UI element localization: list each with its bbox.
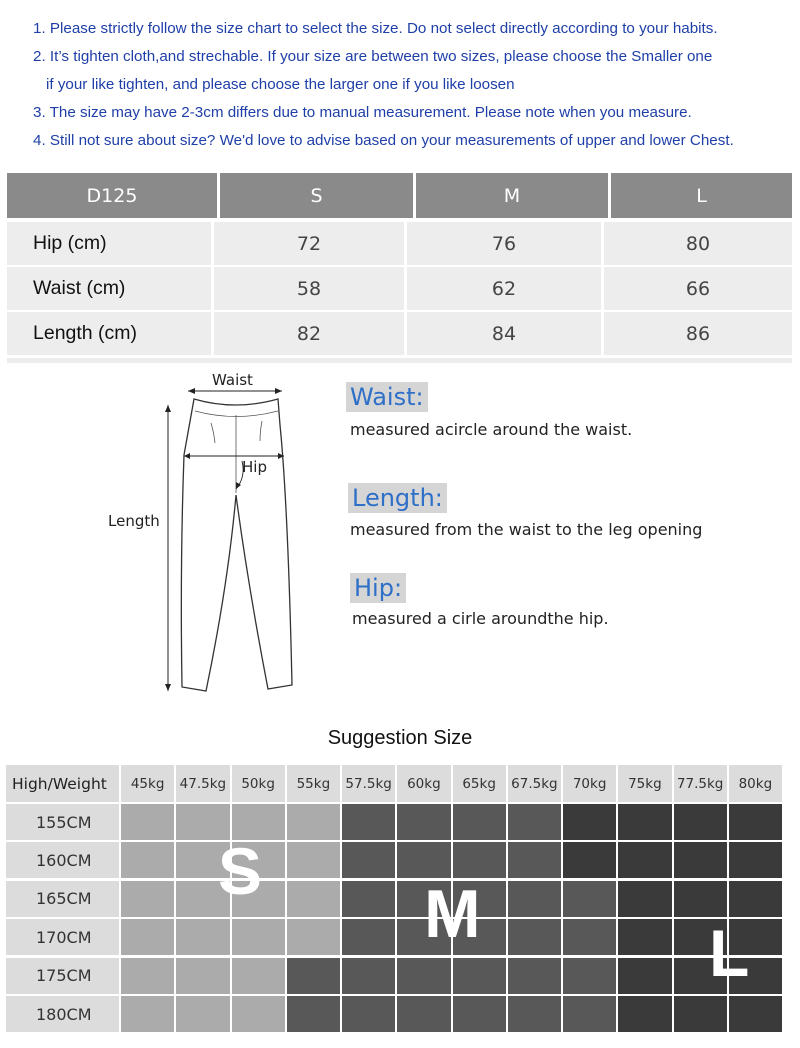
note-4: 4. Still not sure about size? We'd love to advise based on your measurements of upper and lower Chest. (33, 132, 734, 149)
height-row-label: 160CM (6, 842, 119, 878)
size-letter-m: M (424, 876, 481, 952)
size-cell-l (674, 804, 727, 840)
size-cell-m (287, 958, 340, 994)
table-cell: 82 (214, 312, 404, 355)
size-cell-s (121, 804, 174, 840)
size-cell-m (342, 958, 395, 994)
weight-header: 77.5kg (674, 765, 727, 802)
note-2: 2. It’s tighten cloth,and strechable. If your size are between two sizes, please choose the Smaller one (33, 48, 713, 65)
size-cell-l (618, 881, 671, 917)
size-cell-l (729, 842, 782, 878)
size-cell-s (121, 958, 174, 994)
size-cell-m (563, 881, 616, 917)
table-cell: 84 (407, 312, 601, 355)
term-length-desc: measured from the waist to the leg opening (350, 520, 703, 539)
table-header-l: L (611, 173, 792, 218)
size-table (0, 170, 800, 365)
height-row-label: 165CM (6, 881, 119, 917)
term-waist: Waist: (346, 382, 428, 412)
table-header-m: M (416, 173, 608, 218)
waist-label: Waist (212, 371, 253, 389)
term-length: Length: (348, 483, 447, 513)
size-cell-s (121, 842, 174, 878)
term-waist-desc: measured acircle around the waist. (350, 420, 633, 439)
table-cell: 76 (407, 222, 601, 265)
size-cell-m (397, 842, 450, 878)
note-3: 3. The size may have 2-3cm differs due to manual measurement. Please note when you measure. (33, 104, 692, 121)
size-cell-m (563, 958, 616, 994)
size-cell-s (287, 842, 340, 878)
size-cell-m (563, 996, 616, 1032)
weight-header: 67.5kg (508, 765, 561, 802)
size-cell-m (342, 842, 395, 878)
note-1: 1. Please strictly follow the size chart to select the size. Do not select directly according to your habits. (33, 20, 718, 37)
size-cell-l (618, 842, 671, 878)
hip-label: Hip (242, 458, 267, 476)
table-header-model: D125 (7, 173, 217, 218)
size-letter-l: L (709, 916, 750, 990)
size-cell-m (342, 804, 395, 840)
size-cell-s (176, 958, 229, 994)
size-cell-l (674, 842, 727, 878)
grid-corner-label: High/Weight (6, 765, 119, 802)
size-cell-l (729, 881, 782, 917)
size-cell-s (287, 804, 340, 840)
size-cell-s (287, 881, 340, 917)
size-letter-s: S (218, 834, 263, 908)
size-cell-s (232, 919, 285, 955)
size-cell-s (232, 958, 285, 994)
size-cell-l (563, 804, 616, 840)
size-cell-m (453, 996, 506, 1032)
table-cell: 62 (407, 267, 601, 310)
size-cell-s (287, 919, 340, 955)
table-cell: 86 (604, 312, 792, 355)
table-cell: 72 (214, 222, 404, 265)
size-cell-s (176, 919, 229, 955)
height-row-label: 180CM (6, 996, 119, 1032)
size-cell-l (729, 804, 782, 840)
size-cell-m (508, 881, 561, 917)
row-label-waist: Waist (cm) (7, 267, 211, 310)
size-cell-l (674, 996, 727, 1032)
weight-header: 45kg (121, 765, 174, 802)
height-row-label: 155CM (6, 804, 119, 840)
size-cell-m (397, 804, 450, 840)
size-cell-s (176, 996, 229, 1032)
weight-header: 65kg (453, 765, 506, 802)
size-cell-l (618, 958, 671, 994)
height-row-label: 175CM (6, 958, 119, 994)
size-cell-l (563, 842, 616, 878)
size-cell-l (729, 996, 782, 1032)
size-cell-m (508, 804, 561, 840)
height-row-label: 170CM (6, 919, 119, 955)
length-label: Length (108, 512, 160, 530)
size-cell-l (618, 919, 671, 955)
size-cell-m (397, 958, 450, 994)
size-cell-m (453, 842, 506, 878)
size-cell-l (674, 881, 727, 917)
weight-header: 70kg (563, 765, 616, 802)
size-cell-s (232, 996, 285, 1032)
size-cell-m (342, 919, 395, 955)
size-cell-l (618, 804, 671, 840)
row-label-length: Length (cm) (7, 312, 211, 355)
table-cell: 58 (214, 267, 404, 310)
size-cell-m (508, 958, 561, 994)
weight-header: 50kg (232, 765, 285, 802)
size-cell-m (453, 804, 506, 840)
note-2-continued: if your like tighten, and please choose the larger one if you like loosen (46, 76, 515, 93)
table-bottom-strip (7, 358, 792, 363)
weight-header: 60kg (397, 765, 450, 802)
size-cell-s (121, 996, 174, 1032)
size-cell-m (287, 996, 340, 1032)
size-cell-m (397, 996, 450, 1032)
size-cell-s (121, 881, 174, 917)
size-cell-m (563, 919, 616, 955)
pants-outline-icon (0, 365, 340, 705)
weight-header: 55kg (287, 765, 340, 802)
weight-header: 75kg (618, 765, 671, 802)
suggestion-grid (6, 765, 792, 1035)
suggestion-title: Suggestion Size (327, 727, 473, 749)
weight-header: 57.5kg (342, 765, 395, 802)
table-header-s: S (220, 173, 413, 218)
table-cell: 80 (604, 222, 792, 265)
size-cell-m (508, 842, 561, 878)
measurement-diagram (0, 365, 800, 705)
size-cell-m (453, 958, 506, 994)
size-cell-m (508, 996, 561, 1032)
size-cell-l (618, 996, 671, 1032)
size-cell-s (121, 919, 174, 955)
weight-header: 47.5kg (176, 765, 229, 802)
term-hip: Hip: (350, 573, 406, 603)
size-cell-m (342, 996, 395, 1032)
table-cell: 66 (604, 267, 792, 310)
row-label-hip: Hip (cm) (7, 222, 211, 265)
size-cell-m (508, 919, 561, 955)
term-hip-desc: measured a cirle aroundthe hip. (352, 609, 609, 628)
weight-header: 80kg (729, 765, 782, 802)
size-cell-m (342, 881, 395, 917)
